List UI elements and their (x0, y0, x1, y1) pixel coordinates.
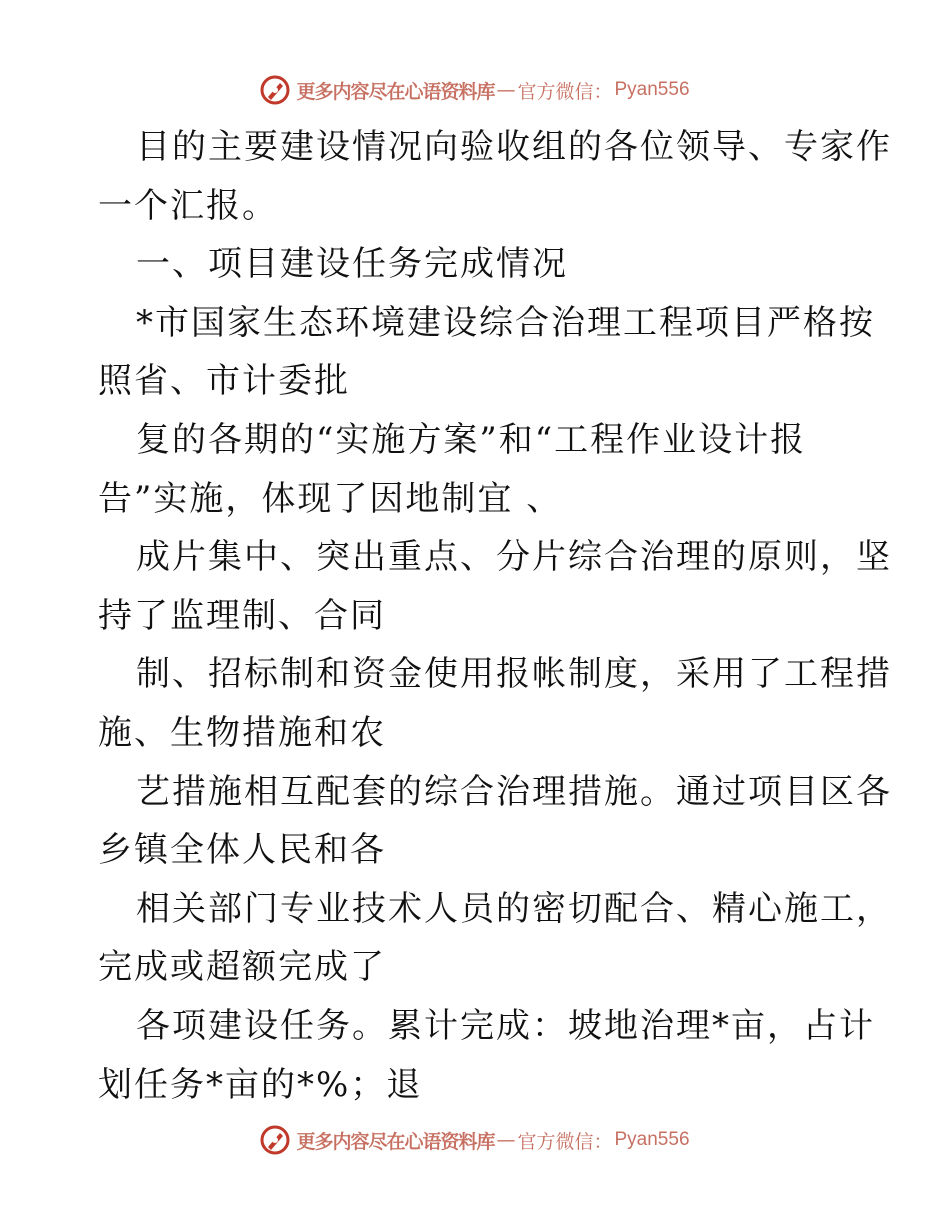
text-line: 相关部门专业技术人员的密切配合、精心施工， (136, 888, 892, 929)
watermark-sub-text: 官方微信： (517, 1130, 613, 1153)
pen-logo-icon (260, 75, 290, 105)
text-line: 成片集中、突出重点、分片综合治理的原则，坚 (136, 537, 892, 578)
watermark-footer (0, 1120, 950, 1160)
watermark-main-text: 更多内容尽在心语资料库 (296, 1130, 495, 1153)
text-line: *市国家生态环境建设综合治理工程项目严格按 (136, 302, 875, 343)
text-line: 目的主要建设情况向验收组的各位领导、专家作 (136, 127, 892, 167)
text-line: 各项建设任务。累计完成：坡地治理*亩，占计 (136, 1005, 875, 1046)
text-line: 施、生物措施和农 (98, 712, 386, 753)
section-heading: 一、项目建设任务完成情况 (136, 244, 568, 285)
text-line: 照省、市计委批 (98, 361, 350, 402)
pen-logo-icon (260, 1125, 290, 1155)
text-line: 制、招标制和资金使用报帐制度，采用了工程措 (136, 654, 892, 695)
text-line: 复的各期的“实施方案”和“工程作业设计报 (136, 419, 807, 460)
watermark-sub-text: 官方微信： (517, 80, 613, 103)
text-line: 完成或超额完成了 (98, 947, 386, 988)
text-line: 持了监理制、合同 (98, 595, 386, 636)
watermark-wechat-id: Pyan556 (614, 1129, 690, 1150)
text-line: 告”实施，体现了因地制宜 、 (98, 478, 563, 519)
watermark-dash: — (496, 79, 516, 101)
watermark-dash: — (496, 1129, 516, 1151)
watermark-wechat-id: Pyan556 (614, 79, 690, 100)
text-line: 一个汇报。 (98, 185, 278, 226)
document-body (98, 118, 892, 1114)
text-line: 划任务*亩的*%；退 (98, 1064, 423, 1105)
text-line: 艺措施相互配套的综合治理措施。通过项目区各 (136, 771, 892, 812)
text-line: 乡镇全体人民和各 (98, 830, 386, 871)
watermark-header (0, 70, 950, 110)
watermark-main-text: 更多内容尽在心语资料库 (296, 80, 495, 103)
